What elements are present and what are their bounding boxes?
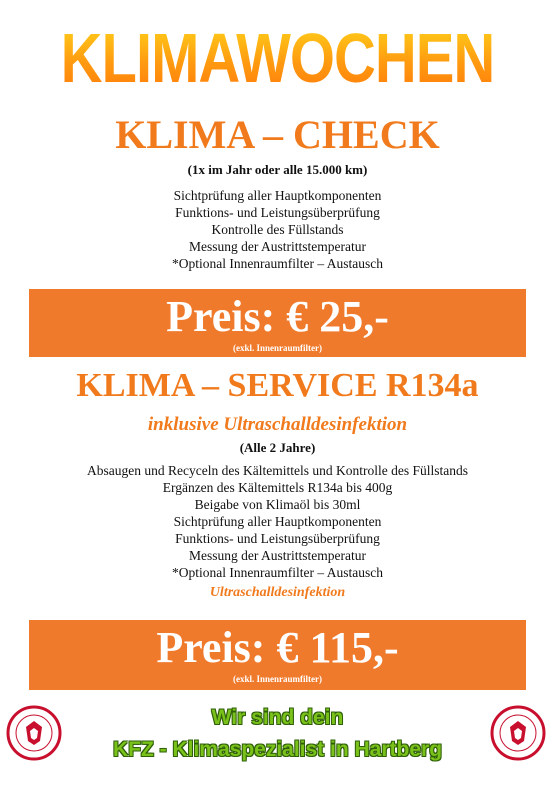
slogan-line-2: KFZ - Klimaspezialist in Hartberg [112, 738, 443, 761]
service-interval: (Alle 2 Jahre) [239, 440, 316, 455]
list-item: Messung der Austrittstemperatur [189, 239, 366, 254]
check-price-box [29, 289, 526, 357]
list-item: Sichtprüfung aller Hauptkomponenten [173, 188, 382, 203]
list-item: *Optional Innenraumfilter – Austausch [171, 256, 384, 271]
meisterbetrieb-seal-icon [490, 705, 546, 761]
service-extra: Ultraschalldesinfektion [209, 585, 346, 600]
slogan-line-1: Wir sind dein [211, 706, 344, 729]
service-price-note: (exkl. Innenraumfilter) [233, 674, 322, 684]
check-title: KLIMA – CHECK [115, 112, 440, 157]
list-item: Messung der Austrittstemperatur [189, 548, 366, 563]
headline-klimawochen: KLIMAWOCHEN [0, 22, 555, 96]
list-item: Sichtprüfung aller Hauptkomponenten [173, 514, 382, 529]
list-item: Beigabe von Klimaöl bis 30ml [194, 497, 361, 512]
service-title: KLIMA – SERVICE R134a [76, 367, 479, 404]
check-subtitle: (1x im Jahr oder alle 15.000 km) [187, 162, 368, 177]
check-price-note: (exkl. Innenraumfilter) [233, 343, 322, 353]
meisterbetrieb-seal-icon [6, 705, 62, 761]
list-item: Ergänzen des Kältemittels R134a bis 400g [162, 480, 393, 495]
service-subtitle: inklusive Ultraschalldesinfektion [147, 414, 408, 435]
list-item: Funktions- und Leistungsüberprüfung [175, 531, 380, 546]
service-list [0, 462, 555, 581]
list-item: Funktions- und Leistungsüberprüfung [175, 205, 380, 220]
list-item: Kontrolle des Füllstands [211, 222, 344, 237]
service-price: Preis: € 115,- [156, 623, 399, 672]
list-item: *Optional Innenraumfilter – Austausch [171, 565, 384, 580]
check-price: Preis: € 25,- [166, 292, 389, 341]
service-price-box [29, 620, 526, 690]
check-list [0, 187, 555, 272]
list-item: Absaugen und Recyceln des Kältemittels und Kontrolle des Füllstands [87, 463, 468, 478]
